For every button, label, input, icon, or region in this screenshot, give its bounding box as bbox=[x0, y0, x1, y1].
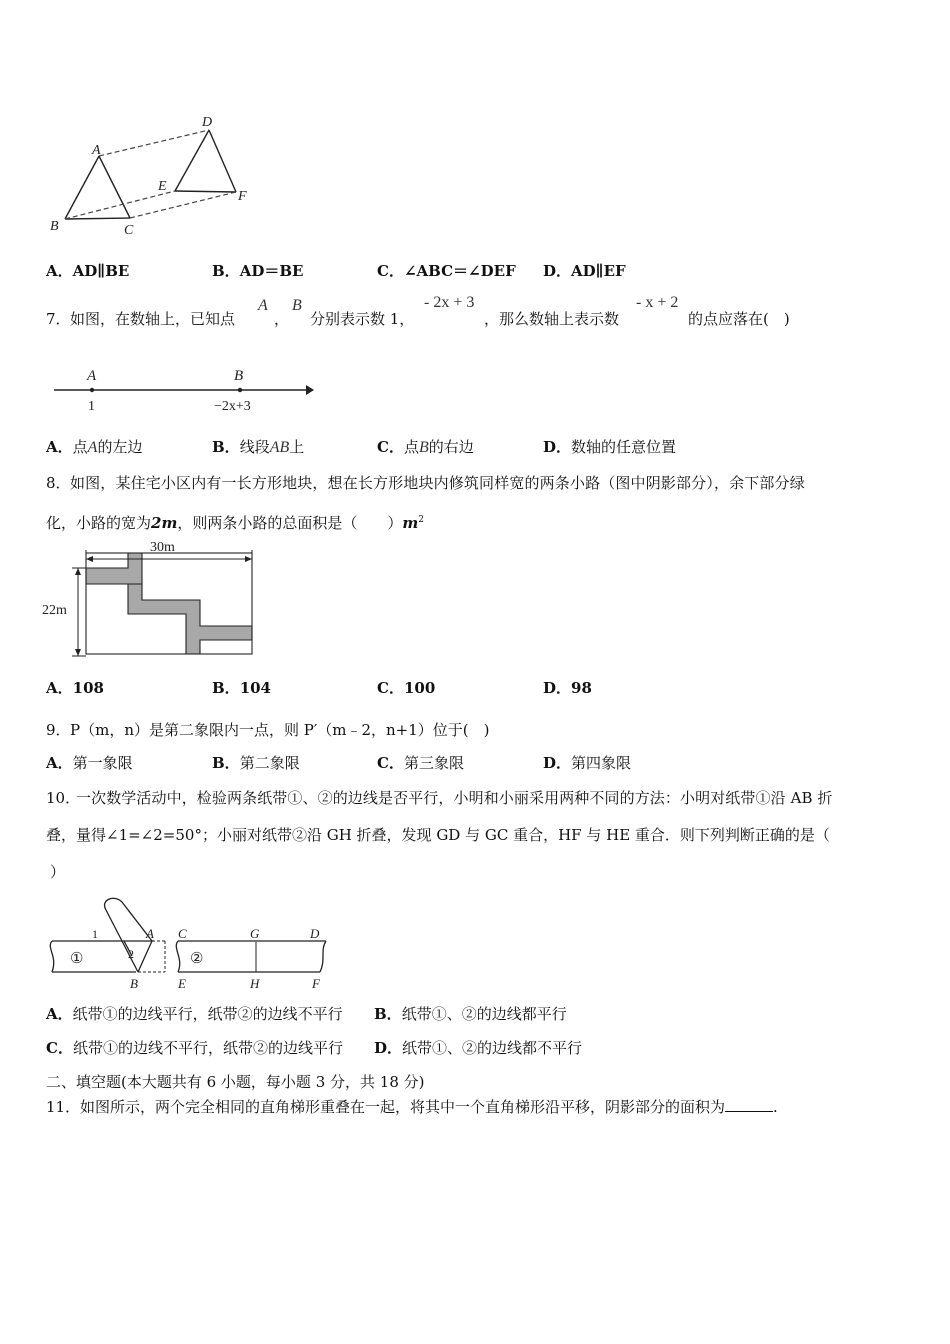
q10-fig-angle-2: 2 bbox=[128, 947, 134, 961]
q7-fig-label-b: B bbox=[234, 368, 244, 384]
fig6-label-c: C bbox=[124, 223, 134, 238]
q8-stem-line1: 如图，某住宅小区内有一长方形地块，想在长方形地块内修筑同样宽的两条小路（图中阴影部分），余下部分绿 bbox=[70, 474, 805, 492]
q8-option-b[interactable] bbox=[212, 678, 271, 698]
option-letter: D． bbox=[543, 262, 572, 280]
option-letter: C． bbox=[377, 438, 404, 456]
q8-path-width: 2m bbox=[151, 514, 178, 532]
option-text: 104 bbox=[239, 679, 271, 697]
q10-fig-strip-1: ① bbox=[70, 951, 84, 967]
q6-option-a[interactable] bbox=[46, 261, 129, 281]
option-math: AB bbox=[269, 439, 290, 456]
q7-separator: ， bbox=[274, 310, 290, 328]
q9-number: 9． bbox=[46, 721, 71, 739]
q10-option-c[interactable] bbox=[46, 1038, 343, 1058]
q8-stem-line2 bbox=[46, 510, 424, 533]
q8-option-d[interactable] bbox=[543, 678, 592, 698]
q10-fig-label-b: B bbox=[130, 976, 138, 991]
q9-option-d[interactable] bbox=[543, 753, 631, 773]
q10-fig-label-f: F bbox=[312, 976, 320, 991]
q7-point-b: B bbox=[292, 297, 302, 314]
fig6-label-f: F bbox=[238, 189, 247, 204]
option-letter: A． bbox=[46, 754, 73, 772]
q11-stem bbox=[80, 1097, 778, 1117]
q7-expression-1: - 2x + 3 bbox=[424, 294, 475, 311]
q10-fig-label-c: C bbox=[178, 926, 187, 941]
q9-option-b[interactable] bbox=[212, 753, 300, 773]
q9-option-c[interactable] bbox=[377, 753, 464, 773]
option-text: AD∥BE bbox=[72, 262, 130, 280]
q10-fig-label-a: A bbox=[146, 926, 154, 941]
q8-stem-text: 化，小路的宽为 bbox=[46, 514, 152, 532]
option-math: A bbox=[87, 439, 98, 456]
q7-fig-value-b: −2x+3 bbox=[214, 399, 251, 414]
option-text: 纸带①的边线平行，纸带②的边线不平行 bbox=[72, 1005, 343, 1023]
q7-option-d[interactable] bbox=[543, 437, 676, 457]
option-text: ∠ABC＝∠DEF bbox=[403, 262, 516, 280]
option-letter: B． bbox=[212, 679, 240, 697]
option-letter: C． bbox=[46, 1039, 73, 1057]
q7-option-a[interactable] bbox=[46, 437, 142, 458]
q7-fig-label-a: A bbox=[87, 368, 97, 384]
fig6-label-b: B bbox=[50, 219, 59, 234]
q10-option-d[interactable] bbox=[374, 1038, 582, 1058]
option-text: 纸带①、②的边线都平行 bbox=[401, 1005, 567, 1023]
q6-option-c[interactable] bbox=[377, 261, 516, 281]
option-text: 第四象限 bbox=[571, 754, 632, 772]
q10-fig-label-d: D bbox=[310, 926, 320, 941]
q10-fig-label-h: H bbox=[250, 976, 260, 991]
q11-stem-text: 如图所示，两个完全相同的直角梯形重叠在一起，将其中一个直角梯形沿平移，阴影部分的面积为 bbox=[80, 1098, 726, 1116]
q7-point-a: A bbox=[258, 297, 268, 314]
option-letter: D． bbox=[374, 1039, 403, 1057]
fig6-label-a: A bbox=[92, 143, 101, 158]
q9-option-a[interactable] bbox=[46, 753, 133, 773]
q8-fig-top-label: 30m bbox=[150, 540, 175, 555]
q6-triangles-figure bbox=[44, 108, 264, 238]
q10-fig-label-e: E bbox=[178, 976, 186, 991]
q7-option-b[interactable] bbox=[212, 437, 304, 458]
q6-option-d[interactable] bbox=[543, 261, 626, 281]
q8-unit-exponent: 2 bbox=[418, 515, 424, 525]
option-text: AD＝BE bbox=[239, 262, 304, 280]
option-text: 第二象限 bbox=[239, 754, 300, 772]
q10-stem-line3: ） bbox=[50, 863, 66, 881]
option-letter: C． bbox=[377, 262, 404, 280]
option-text: 上 bbox=[289, 438, 305, 456]
q7-fig-value-a: 1 bbox=[88, 399, 95, 414]
q9-stem: P（m，n）是第二象限内一点，则 P′（m﹣2，n+1）位于( ) bbox=[70, 721, 490, 739]
option-text: 数轴的任意位置 bbox=[571, 438, 677, 456]
option-letter: D． bbox=[543, 438, 572, 456]
q7-expression-2: - x + 2 bbox=[636, 294, 679, 311]
option-math: B bbox=[418, 439, 429, 456]
q7-number-line-figure bbox=[48, 362, 318, 418]
option-letter: D． bbox=[543, 754, 572, 772]
q10-number: 10． bbox=[46, 789, 81, 807]
option-text: 108 bbox=[72, 679, 104, 697]
option-letter: B． bbox=[374, 1005, 402, 1023]
q8-rectangle-figure bbox=[42, 538, 262, 662]
option-letter: D． bbox=[543, 679, 572, 697]
q8-unit: m bbox=[402, 514, 419, 532]
option-text: 100 bbox=[403, 679, 436, 697]
q8-option-a[interactable] bbox=[46, 678, 104, 698]
q10-fig-strip-2: ② bbox=[190, 951, 204, 967]
option-text: 纸带①、②的边线都不平行 bbox=[402, 1039, 583, 1057]
q10-option-a[interactable] bbox=[46, 1004, 343, 1024]
option-letter: A． bbox=[46, 262, 73, 280]
option-letter: C． bbox=[377, 754, 404, 772]
option-text: 的右边 bbox=[428, 438, 474, 456]
option-text: AD∥EF bbox=[571, 262, 626, 280]
q10-option-b[interactable] bbox=[374, 1004, 567, 1024]
fig6-label-d: D bbox=[202, 115, 213, 130]
q7-number: 7． bbox=[46, 310, 71, 328]
q10-stem-line1: 一次数学活动中，检验两条纸带①、②的边线是否平行，小明和小丽采用两种不同的方法：小明对纸带①沿 AB 折 bbox=[76, 789, 833, 807]
option-text: 98 bbox=[571, 679, 592, 697]
option-letter: A． bbox=[46, 438, 73, 456]
answer-blank[interactable] bbox=[725, 1097, 773, 1112]
q11-stem-end: . bbox=[773, 1098, 778, 1116]
q7-stem-part1: 如图，在数轴上，已知点 bbox=[70, 310, 236, 328]
option-letter: C． bbox=[377, 679, 404, 697]
option-text: 线段 bbox=[239, 438, 270, 456]
option-letter: A． bbox=[46, 1005, 73, 1023]
q10-paper-strips-figure bbox=[44, 896, 344, 992]
q6-option-b[interactable] bbox=[212, 261, 303, 281]
fig6-label-e: E bbox=[158, 179, 167, 194]
q7-stem-part3: ，那么数轴上表示数 bbox=[484, 310, 620, 328]
option-letter: B． bbox=[212, 262, 240, 280]
q10-fig-label-g: G bbox=[250, 926, 260, 941]
section-heading: 二、填空题(本大题共有 6 小题，每小题 3 分，共 18 分) bbox=[46, 1073, 425, 1091]
option-text: 点 bbox=[403, 438, 419, 456]
option-text: 纸带①的边线不平行，纸带②的边线平行 bbox=[72, 1039, 343, 1057]
q8-number: 8． bbox=[46, 474, 71, 492]
q7-stem-part2: 分别表示数 1， bbox=[310, 310, 415, 328]
option-letter: B． bbox=[212, 754, 240, 772]
option-letter: B． bbox=[212, 438, 240, 456]
option-text: 的左边 bbox=[97, 438, 143, 456]
option-text: 第一象限 bbox=[72, 754, 133, 772]
q8-fig-side-label: 22m bbox=[42, 603, 67, 618]
q11-number: 11． bbox=[46, 1098, 81, 1116]
option-text: 第三象限 bbox=[403, 754, 464, 772]
q8-stem-text: ，则两条小路的总面积是（ ） bbox=[177, 514, 403, 532]
q10-fig-angle-1: 1 bbox=[92, 927, 98, 941]
q7-option-c[interactable] bbox=[377, 437, 474, 458]
q8-option-c[interactable] bbox=[377, 678, 435, 698]
option-text: 点 bbox=[72, 438, 88, 456]
q10-stem-line2: 叠，量得∠1=∠2=50°；小丽对纸带②沿 GH 折叠，发现 GD 与 GC 重合，HF 与 HE 重合．则下列判断正确的是（ bbox=[46, 826, 830, 844]
q7-stem-part4: 的点应落在( ) bbox=[688, 310, 790, 328]
option-letter: A． bbox=[46, 679, 73, 697]
